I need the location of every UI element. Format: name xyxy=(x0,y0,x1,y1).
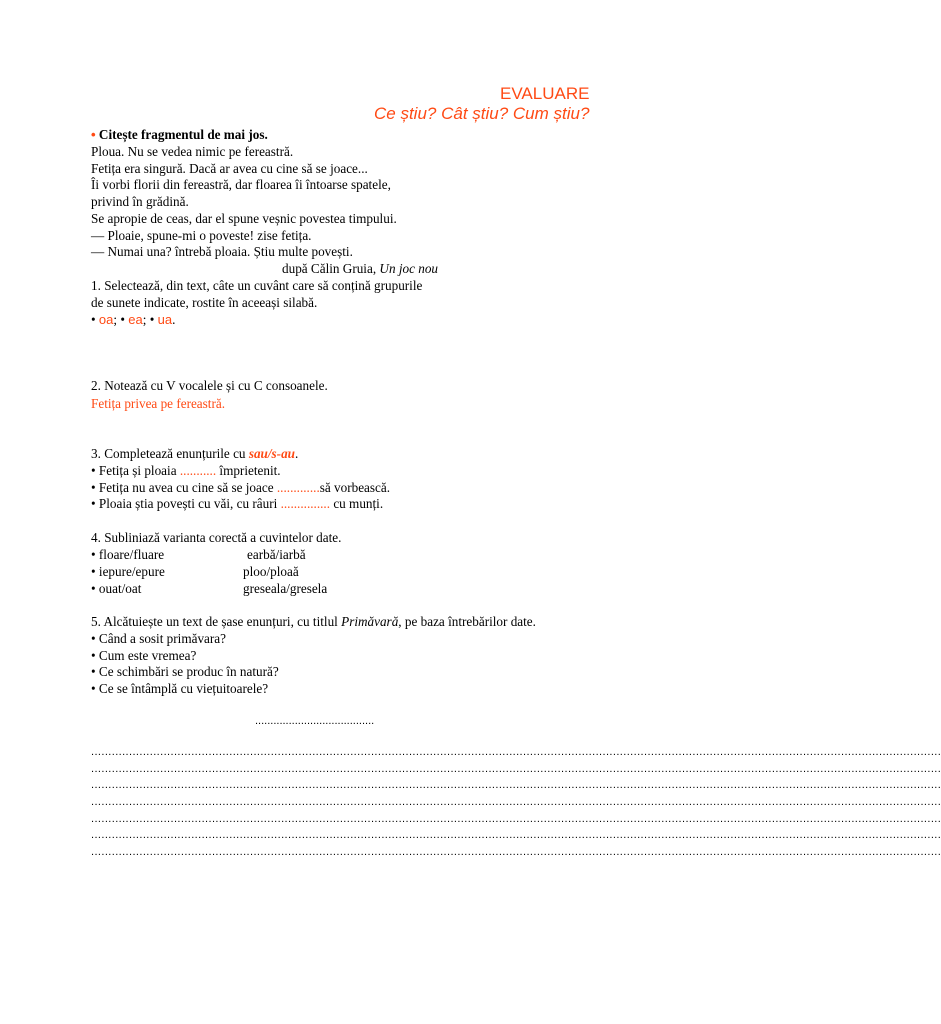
exercise3-prefix: 3. Completează enunțurile cu xyxy=(91,446,249,461)
reading-instruction xyxy=(91,127,268,143)
writing-title-line[interactable]: ....................................... xyxy=(255,715,375,727)
fill-blank[interactable]: ........... xyxy=(179,463,217,478)
exercise5-prefix: 5. Alcătuiește un text de șase enunțuri, cu titlul xyxy=(91,614,342,629)
exercise3-text xyxy=(91,446,298,462)
bullet-icon: • xyxy=(120,312,125,327)
item-text: împrietenit. xyxy=(216,463,281,478)
instruction-text: Citește fragmentul de mai jos. xyxy=(98,127,268,142)
reading-line: — Ploaie, spune-mi o poveste! zise fetița. xyxy=(91,228,312,243)
question-item: • Ce schimbări se produc în natură? xyxy=(91,664,279,679)
word-option-right[interactable]: greseala/gresela xyxy=(243,581,328,596)
word-option-right[interactable]: earbă/iarbă xyxy=(247,547,306,562)
exercise1-line2: de sunete indicate, rostite în aceeași silabă. xyxy=(91,295,318,310)
exercise2-text: 2. Notează cu V vocalele și cu C consoanele. xyxy=(91,378,328,393)
writing-line[interactable]: ...................................................................................................................................................................................................................................................... xyxy=(91,796,941,808)
reading-line: privind în grădină. xyxy=(91,194,189,209)
exercise3-item xyxy=(91,496,383,512)
exercise2-sentence: Fetița privea pe fereastră. xyxy=(91,396,225,411)
group-oa: oa xyxy=(98,312,114,327)
page-title: EVALUARE xyxy=(500,84,590,103)
question-item: • Când a sosit primăvara? xyxy=(91,631,226,646)
reading-line: Ploua. Nu se vedea nimic pe fereastră. xyxy=(91,144,294,159)
question-item: • Cum este vremea? xyxy=(91,648,197,663)
writing-line[interactable]: ...................................................................................................................................................................................................................................................... xyxy=(91,763,941,775)
word-option-left[interactable]: • floare/fluare xyxy=(91,547,165,562)
group-ua: ua xyxy=(157,312,173,327)
reading-line: — Numai una? întrebă ploaia. Știu multe povești. xyxy=(91,244,353,259)
reading-source xyxy=(282,261,438,277)
exercise4-text: 4. Subliniază varianta corectă a cuvintelor date. xyxy=(91,530,342,545)
exercise1-line1: 1. Selectează, din text, câte un cuvânt care să conțină grupurile xyxy=(91,278,423,293)
writing-line[interactable]: ...................................................................................................................................................................................................................................................... xyxy=(91,829,941,841)
exercise5-text xyxy=(91,614,536,630)
page-subtitle: Ce știu? Cât știu? Cum știu? xyxy=(374,104,590,123)
group-ea: ea xyxy=(128,312,143,327)
writing-line[interactable]: ...................................................................................................................................................................................................................................................... xyxy=(91,813,941,825)
exercise1-groups: • oa; • ea; • ua. xyxy=(91,312,176,327)
reading-line: Fetița era singură. Dacă ar avea cu cine să se joace... xyxy=(91,161,368,176)
bullet-icon: • xyxy=(149,312,155,327)
source-author: după Călin Gruia, xyxy=(282,261,380,276)
item-text: • Ploaia știa povești cu văi, cu râuri xyxy=(91,496,281,511)
separator: ; xyxy=(142,312,147,327)
exercise5-suffix: , pe baza întrebărilor date. xyxy=(398,614,536,629)
word-option-left[interactable]: • iepure/epure xyxy=(91,564,165,579)
item-text: • Fetița nu avea cu cine să se joace xyxy=(91,480,277,495)
writing-line[interactable]: ...................................................................................................................................................................................................................................................... xyxy=(91,846,941,858)
source-title: Un joc nou xyxy=(379,261,439,276)
fill-blank[interactable]: ............. xyxy=(276,480,320,495)
item-text: să vorbească. xyxy=(319,480,391,495)
exercise3-item xyxy=(91,463,281,479)
item-text: cu munți. xyxy=(330,496,384,511)
word-option-right[interactable]: ploo/ploaă xyxy=(243,564,299,579)
item-text: • Fetița și ploaia xyxy=(91,463,180,478)
exercise3-suffix: . xyxy=(295,446,299,461)
reading-line: Se apropie de ceas, dar el spune veșnic povestea timpului. xyxy=(91,211,397,226)
bullet-icon: • xyxy=(91,127,96,142)
bullet-icon: • xyxy=(91,312,96,327)
separator: ; xyxy=(113,312,118,327)
writing-line[interactable]: ...................................................................................................................................................................................................................................................... xyxy=(91,746,941,758)
exercise3-item xyxy=(91,480,390,496)
fill-blank[interactable]: ............... xyxy=(280,496,331,511)
word-option-left[interactable]: • ouat/oat xyxy=(91,581,142,596)
exercise5-title-word: Primăvară xyxy=(341,614,399,629)
exercise3-keyword: sau/s-au xyxy=(248,446,296,461)
question-item: • Ce se întâmplă cu viețuitoarele? xyxy=(91,681,269,696)
reading-line: Îi vorbi florii din fereastră, dar floarea îi întoarse spatele, xyxy=(91,177,391,192)
writing-line[interactable]: ...................................................................................................................................................................................................................................................... xyxy=(91,779,941,791)
